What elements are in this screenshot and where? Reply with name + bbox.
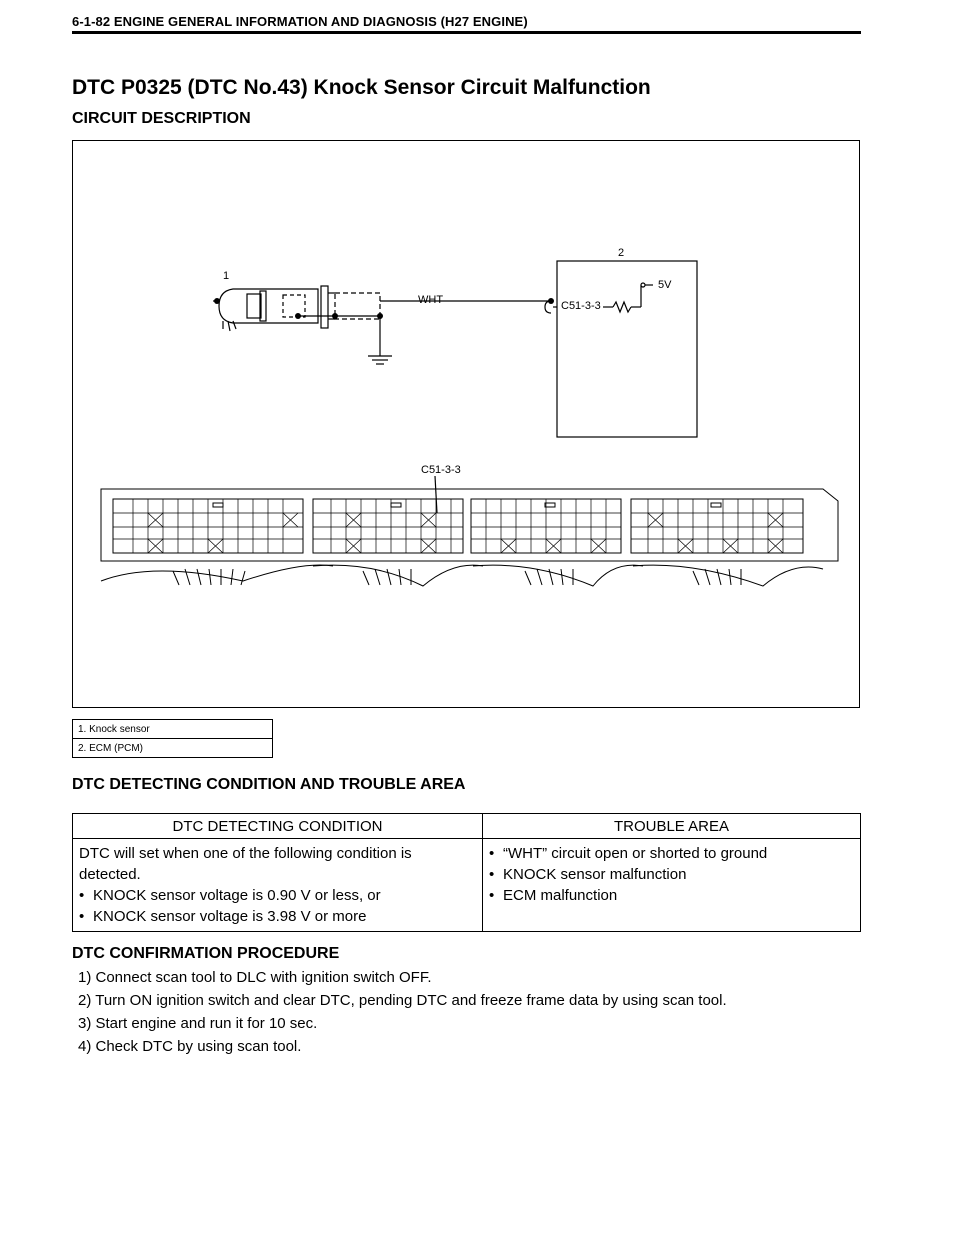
- wire-color-label: WHT: [418, 294, 444, 306]
- supply-voltage-label: 5V: [658, 279, 672, 291]
- header-rule: [72, 31, 861, 34]
- callout-knock-sensor: 1: [223, 270, 230, 282]
- circuit-diagram-drawing: [73, 141, 861, 709]
- col-header-trouble-area: TROUBLE AREA: [483, 814, 861, 839]
- condition-intro-line-2: detected.: [79, 866, 141, 883]
- bullet-glyph: •: [489, 887, 495, 904]
- procedure-step: 4) Check DTC by using scan tool.: [78, 1038, 302, 1055]
- detecting-heading: DTC DETECTING CONDITION AND TROUBLE AREA: [72, 776, 466, 793]
- confirmation-steps: [78, 966, 727, 1058]
- connector-terminal-label: C51-3-3: [421, 464, 461, 476]
- figure-legend: [72, 719, 273, 758]
- procedure-step: 2) Turn ON ignition switch and clear DTC, pending DTC and freeze frame data by using scan tool.: [78, 992, 727, 1009]
- trouble-area-item: • KNOCK sensor malfunction: [489, 866, 687, 883]
- procedure-step: 1) Connect scan tool to DLC with ignition switch OFF.: [78, 969, 432, 986]
- ecm-box: [557, 261, 697, 437]
- page-title: DTC P0325 (DTC No.43) Knock Sensor Circuit Malfunction: [72, 76, 651, 99]
- condition-item: • KNOCK sensor voltage is 0.90 V or less, or: [79, 887, 381, 904]
- ecm-connector-drawing: [101, 489, 838, 586]
- trouble-area-cell: [483, 839, 861, 932]
- knock-sensor-symbol: [213, 286, 380, 331]
- condition-cell: [73, 839, 483, 932]
- procedure-step: 3) Start engine and run it for 10 sec.: [78, 1015, 318, 1032]
- legend-item-knock-sensor: 1. Knock sensor: [73, 720, 273, 739]
- circuit-diagram: [72, 140, 860, 708]
- bullet-glyph: •: [489, 866, 495, 883]
- trouble-area-item: • “WHT” circuit open or shorted to ground: [489, 845, 768, 862]
- ecm-terminal-label: C51-3-3: [561, 300, 601, 312]
- confirmation-heading: DTC CONFIRMATION PROCEDURE: [72, 945, 340, 962]
- circuit-description-heading: CIRCUIT DESCRIPTION: [72, 110, 251, 127]
- bullet-glyph: •: [489, 845, 495, 862]
- condition-intro-line-1: DTC will set when one of the following condition is: [79, 845, 412, 862]
- trouble-area-item: • ECM malfunction: [489, 887, 618, 904]
- callout-ecm: 2: [618, 247, 625, 259]
- condition-item: • KNOCK sensor voltage is 3.98 V or more: [79, 908, 367, 925]
- legend-item-ecm: 2. ECM (PCM): [73, 739, 273, 758]
- bullet-glyph: •: [79, 887, 85, 904]
- bullet-glyph: •: [79, 908, 85, 925]
- col-header-condition: DTC DETECTING CONDITION: [73, 814, 483, 839]
- dtc-condition-table: [72, 813, 861, 932]
- running-header: 6-1-82 ENGINE GENERAL INFORMATION AND DIAGNOSIS (H27 ENGINE): [72, 14, 528, 29]
